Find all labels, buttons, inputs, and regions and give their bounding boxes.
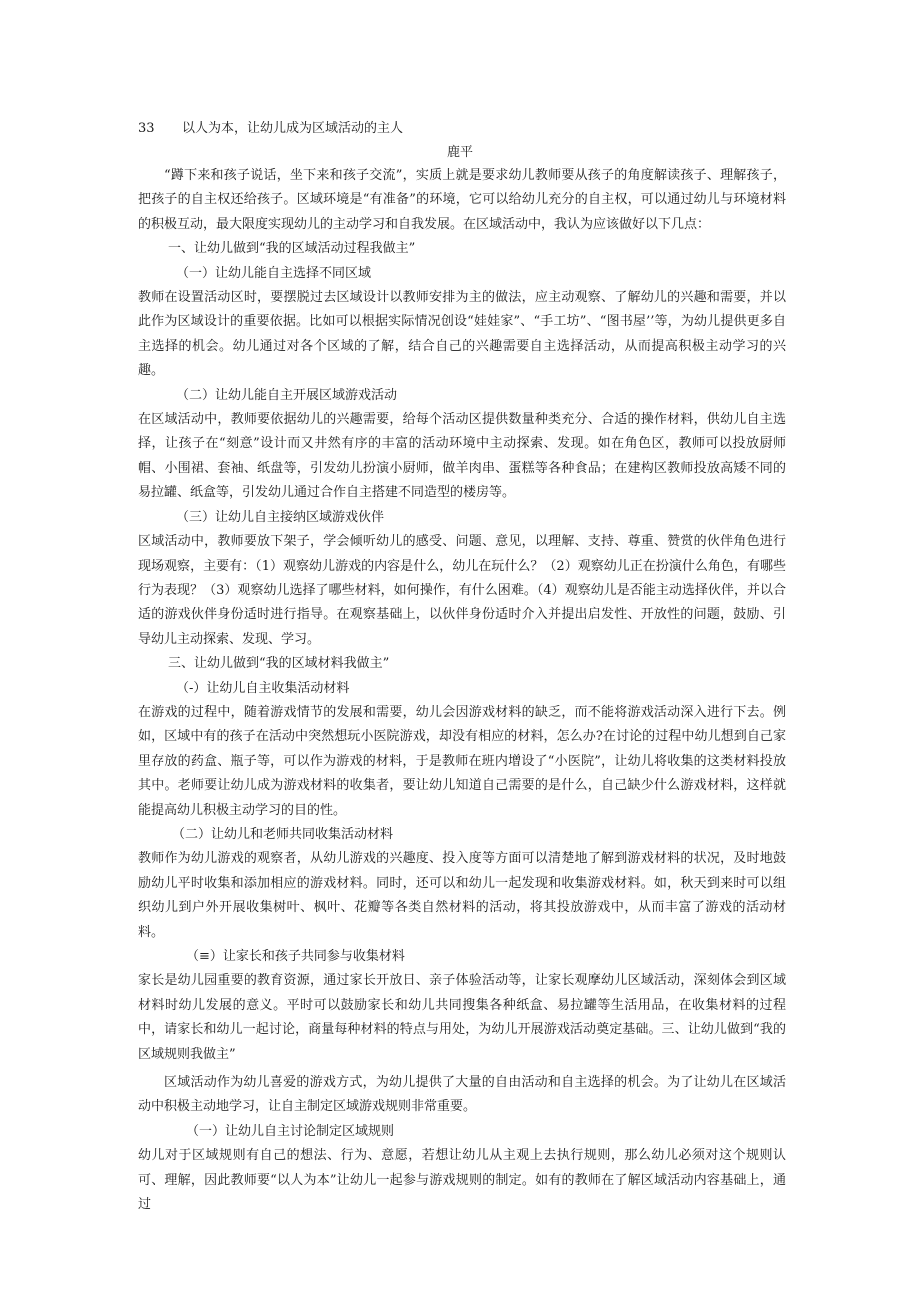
article-title-text: 以人为本，让幼儿成为区域活动的主人 — [182, 121, 404, 136]
paragraph-2-3: 家长是幼儿园重要的教育资源，通过家长开放日、亲子体验活动等，让家长观摩幼儿区域活动，深刻体会到区域材料时幼儿发展的意义。平时可以鼓励家长和幼儿共同搜集各种纸盒、易拉罐等生活用品，在收集材料的过程中，请家长和幼儿一起讨论，商量每种材料的特点与用处，为幼儿开展游戏活动奠定基础。三、让幼儿做到“我的区域规则我做主” — [138, 973, 786, 1062]
article-title — [138, 120, 403, 138]
subsection-heading-2-2: （二）让幼儿和老师共同收集活动材料 — [172, 826, 394, 842]
subsection-heading-1-1: （一）让幼儿能自主选择不同区域 — [176, 265, 372, 281]
author-name: 鹿平 — [446, 145, 473, 160]
section-heading-1: 一、让幼儿做到“我的区域活动过程我做主” — [168, 241, 416, 257]
article-body — [138, 164, 786, 1217]
paragraph-1-2: 在区域活动中，教师要依据幼儿的兴趣需要，给每个活动区提供数量种类充分、合适的操作材料，供幼儿自主选择，让孩子在“刻意”设计而又井然有序的丰富的活动环境中主动探索、发现。如在角色区，教师可以投放厨师帽、小围裙、套袖、纸盘等，引发幼儿扮演小厨师，做羊肉串、蛋糕等各种食品；在建构区教师投放高矮不同的易拉罐、纸盒等，引发幼儿通过合作自主搭建不同造型的楼房等。 — [138, 412, 786, 501]
article-number: 33 — [138, 121, 155, 136]
paragraph-3: 区域活动作为幼儿喜爱的游戏方式，为幼儿提供了大量的自由活动和自主选择的机会。为了让幼儿在区域活动中积极主动地学习，让自主制定区域游戏规则非常重要。 — [138, 1075, 786, 1115]
subsection-heading-2-3: （≡）让家长和孩子共同参与收集材料 — [186, 949, 405, 964]
section-heading-2: 三、让幼儿做到“我的区域材料我做主” — [168, 656, 390, 672]
paragraph-3-1: 幼儿对于区域规则有自己的想法、行为、意愿，若想让幼儿从主观上去执行规则，那么幼儿必须对这个规则认可、理解，因此教师要“以人为本”让幼儿一起参与游戏规则的制定。如有的教师在了解区域活动内容基础上，通过 — [138, 1148, 786, 1213]
paragraph-1-3: 区域活动中，教师要放下架子，学会倾听幼儿的感受、问题、意见，以理解、支持、尊重、赞赏的伙伴角色进行现场观察，主要有：（1）观察幼儿游戏的内容是什么，幼儿在玩什么？（2）观察幼儿正在扮演什么角色，有哪些行为表现？（3）观察幼儿选择了哪些材料，如何操作，有什么困难。（4）观察幼儿是否能主动选择伙伴，并以合适的游戏伙伴身份适时进行指导。在观察基础上，以伙伴身份适时介入并提出启发性、开放性的问题，鼓励、引导幼儿主动探索、发现、学习。 — [138, 534, 786, 647]
subsection-heading-3-1: （一）让幼儿自主讨论制定区域规则 — [186, 1123, 395, 1139]
paragraph-2-1: 在游戏的过程中，随着游戏情节的发展和需要，幼儿会因游戏材料的缺乏，而不能将游戏活动深入进行下去。例如，区域中有的孩子在活动中突然想玩小医院游戏，却没有相应的材料，怎么办?在讨论的过程中幼儿想到自己家里存放的药盒、瓶子等，可以作为游戏的材料，于是教师在班内增设了“小医院”，让幼儿将收集的这类材料投放其中。老师要让幼儿成为游戏材料的收集者，要让幼儿知道自己需要的是什么，自己缺少什么游戏材料，这样就能提高幼儿积极主动学习的目的性。 — [138, 704, 786, 818]
paragraph-2-2: 教师作为幼儿游戏的观察者，从幼儿游戏的兴趣度、投入度等方面可以清楚地了解到游戏材料的状况，及时地鼓励幼儿平时收集和添加相应的游戏材料。同时，还可以和幼儿一起发现和收集游戏材料。如，秋天到来时可以组织幼儿到户外开展收集树叶、枫叶、花瓣等各类自然材料的活动，将其投放游戏中，从而丰富了游戏的活动材料。 — [138, 851, 786, 940]
intro-paragraph: “蹲下来和孩子说话，坐下来和孩子交流”，实质上就是要求幼儿教师要从孩子的角度解读孩子、理解孩子，把孩子的自主权还给孩子。区域环境是“有准备”的环境，它可以给幼儿充分的自主权，可以通过幼儿与环境材料的积极互动，最大限度实现幼儿的主动学习和自我发展。在区域活动中，我认为应该做好以下几点： — [138, 168, 786, 232]
subsection-heading-1-3: （三）让幼儿自主接纳区域游戏伙伴 — [176, 509, 385, 525]
subsection-heading-1-2: （二）让幼儿能自主开展区域游戏活动 — [176, 387, 398, 403]
subsection-heading-2-1: （-）让幼儿自主收集活动材料 — [176, 680, 350, 696]
paragraph-1-1: 教师在设置活动区时，要摆脱过去区域设计以教师安排为主的做法，应主动观察、了解幼儿的兴趣和需要，并以此作为区域设计的重要依据。比如可以根据实际情况创设“娃娃家”、“手工坊”、“图书屋’’等，为幼儿提供更多自主选择的机会。幼儿通过对各个区域的了解，结合自己的兴趣需要自主选择活动，从而提高积极主动学习的兴趣。 — [138, 290, 786, 379]
